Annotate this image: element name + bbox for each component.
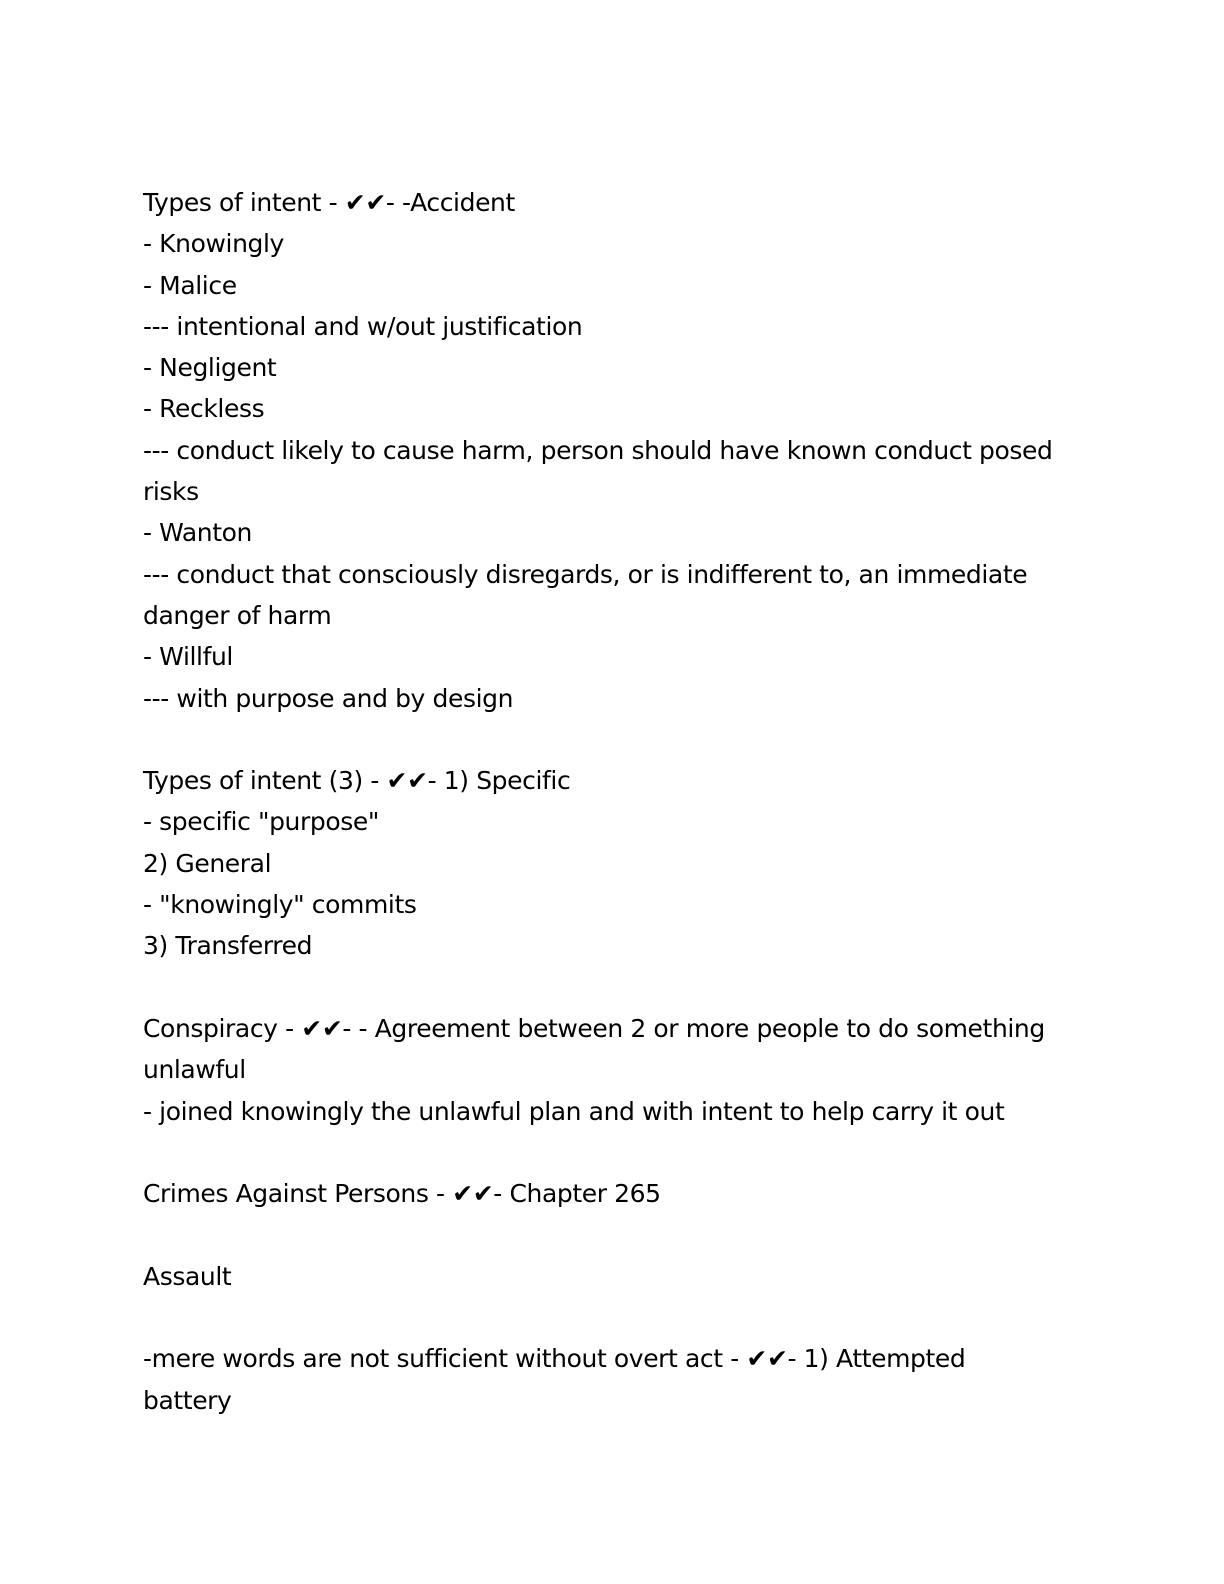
text-line: - Wanton [143,518,252,548]
text-line: unlawful [143,1055,246,1085]
text-line: - Reckless [143,394,265,424]
section-heading: Assault [143,1261,232,1291]
text-line: Conspiracy - ✔✔- - Agreement between 2 or more people to do something [143,1013,1045,1043]
block-types-of-intent [143,182,1083,719]
text-line: battery [143,1385,232,1415]
paragraph-gap [143,1297,1083,1338]
document-body [143,182,1083,1421]
text-line: Types of intent (3) - ✔✔- 1) Specific [143,766,571,796]
block-types-of-intent-3 [143,760,1083,966]
text-line: - joined knowingly the unlawful plan and with intent to help carry it out [143,1096,1005,1126]
text-line: --- conduct likely to cause harm, person should have known conduct posed [143,435,1053,465]
text-line: - Malice [143,270,237,300]
text-line: -mere words are not sufficient without overt act - ✔✔- 1) Attempted [143,1344,966,1374]
text-line: --- conduct that consciously disregards, or is indifferent to, an immediate [143,559,1028,589]
text-line: - specific "purpose" [143,807,379,837]
text-line: - Negligent [143,353,277,383]
text-line: Crimes Against Persons - ✔✔- Chapter 265 [143,1179,661,1209]
paragraph-gap [143,719,1083,760]
text-line: 3) Transferred [143,931,313,961]
text-line: --- with purpose and by design [143,683,514,713]
paragraph-gap [143,1214,1083,1255]
text-line: - Willful [143,642,233,672]
text-line: danger of harm [143,600,332,630]
text-line: risks [143,477,199,507]
paragraph-gap [143,1132,1083,1173]
text-line: --- intentional and w/out justification [143,311,583,341]
block-conspiracy [143,1008,1083,1132]
text-line: Types of intent - ✔✔- -Accident [143,188,515,217]
text-line: 2) General [143,848,272,878]
text-line: - "knowingly" commits [143,890,417,920]
block-assault [143,1256,1083,1297]
block-mere-words [143,1338,1083,1421]
paragraph-gap [143,967,1083,1008]
block-crimes-against-persons [143,1173,1083,1214]
text-line: - Knowingly [143,229,284,259]
